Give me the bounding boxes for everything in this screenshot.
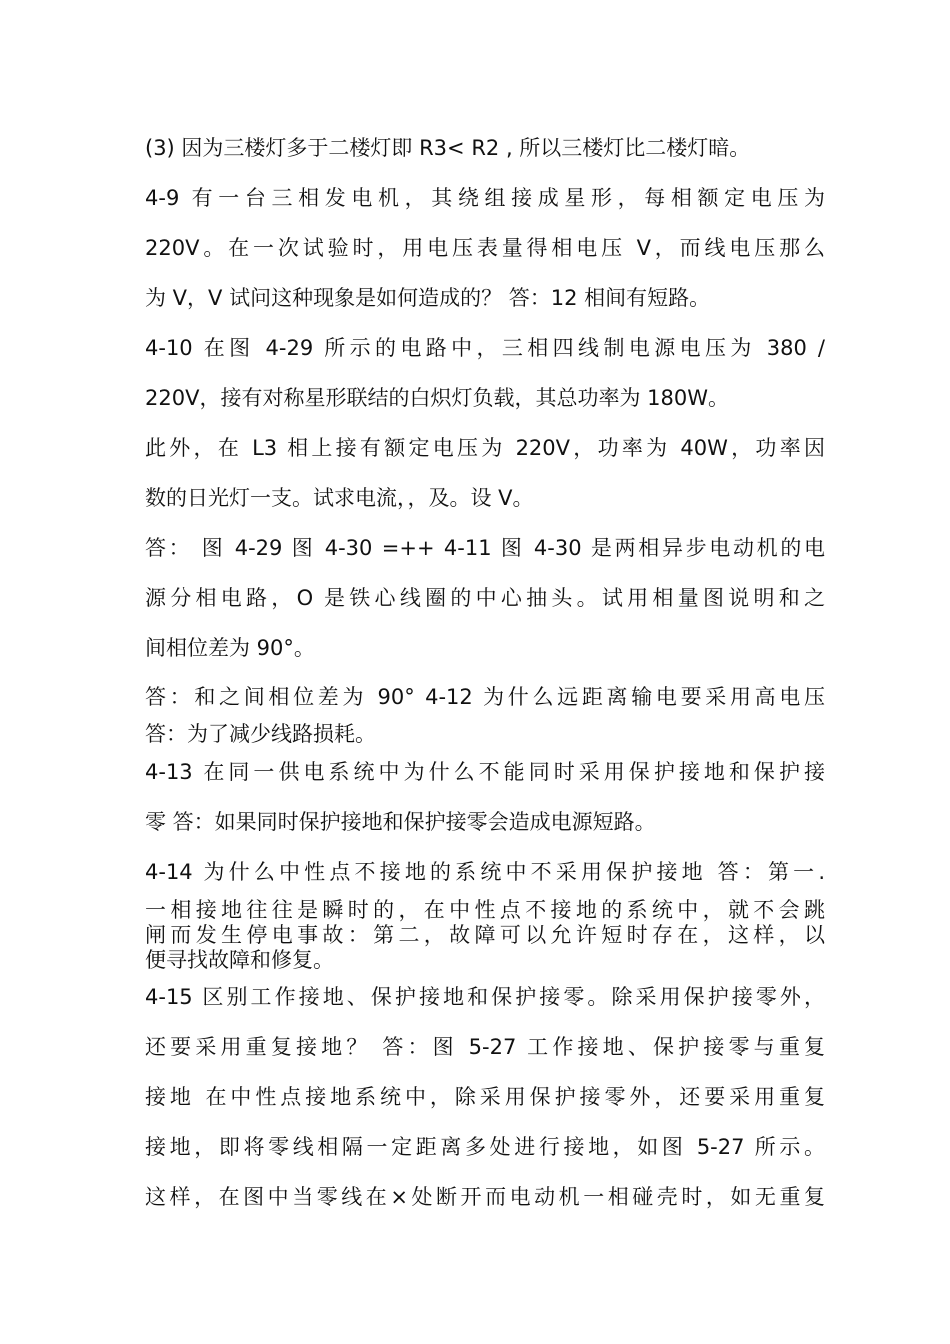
text-line: 这样，在图中当零线在×处断开而电动机一相碰壳时，如无重复 [145,1185,825,1209]
text-line: 接地，即将零线相隔一定距离多处进行接地，如图 5-27 所示。 [145,1135,825,1159]
text-line: 零 答：如果同时保护接地和保护接零会造成电源短路。 [145,810,656,834]
text-line: 接地 在中性点接地系统中，除采用保护接零外，还要采用重复 [145,1085,825,1109]
text-line: 答： 图 4-29 图 4-30 =++ 4-11 图 4-30 是两相异步电动机的电 [145,536,825,560]
text-line: 便寻找故障和修复。 [145,948,334,972]
text-line: 4-15 区别工作接地、保护接地和保护接零。除采用保护接零外， [145,985,825,1009]
text-line: 还要采用重复接地？ 答：图 5-27 工作接地、保护接零与重复 [145,1035,825,1059]
text-line: 答：和之间相位差为 90° 4-12 为什么远距离输电要采用高电压 [145,685,825,709]
text-line: (3) 因为三楼灯多于二楼灯即 R3< R2 , 所以三楼灯比二楼灯暗。 [145,136,751,160]
text-line: 答：为了减少线路损耗。 [145,722,376,746]
text-line: 220V。在一次试验时，用电压表量得相电压 V，而线电压那么 [145,236,825,260]
text-line: 4-9 有一台三相发电机，其绕组接成星形，每相额定电压为 [145,186,825,210]
text-line: 此外，在 L3 相上接有额定电压为 220V，功率为 40W，功率因 [145,436,825,460]
text-line: 间相位差为 90°。 [145,636,315,660]
text-line: 为 V，V 试问这种现象是如何造成的？ 答：12 相间有短路。 [145,286,711,310]
text-line: 4-14 为什么中性点不接地的系统中不采用保护接地 答：第一. [145,860,825,884]
text-line: 4-10 在图 4-29 所示的电路中，三相四线制电源电压为 380 / [145,336,825,360]
text-line: 一相接地往往是瞬时的，在中性点不接地的系统中，就不会跳 [145,898,825,922]
text-line: 4-13 在同一供电系统中为什么不能同时采用保护接地和保护接 [145,760,825,784]
text-line: 源分相电路，O 是铁心线圈的中心抽头。试用相量图说明和之 [145,586,825,610]
text-line: 220V，接有对称星形联结的白炽灯负载，其总功率为 180W。 [145,386,729,410]
text-line: 数的日光灯一支。试求电流，，及。设 V。 [145,486,534,510]
text-line: 闸而发生停电事故：第二，故障可以允许短时存在，这样，以 [145,923,825,947]
